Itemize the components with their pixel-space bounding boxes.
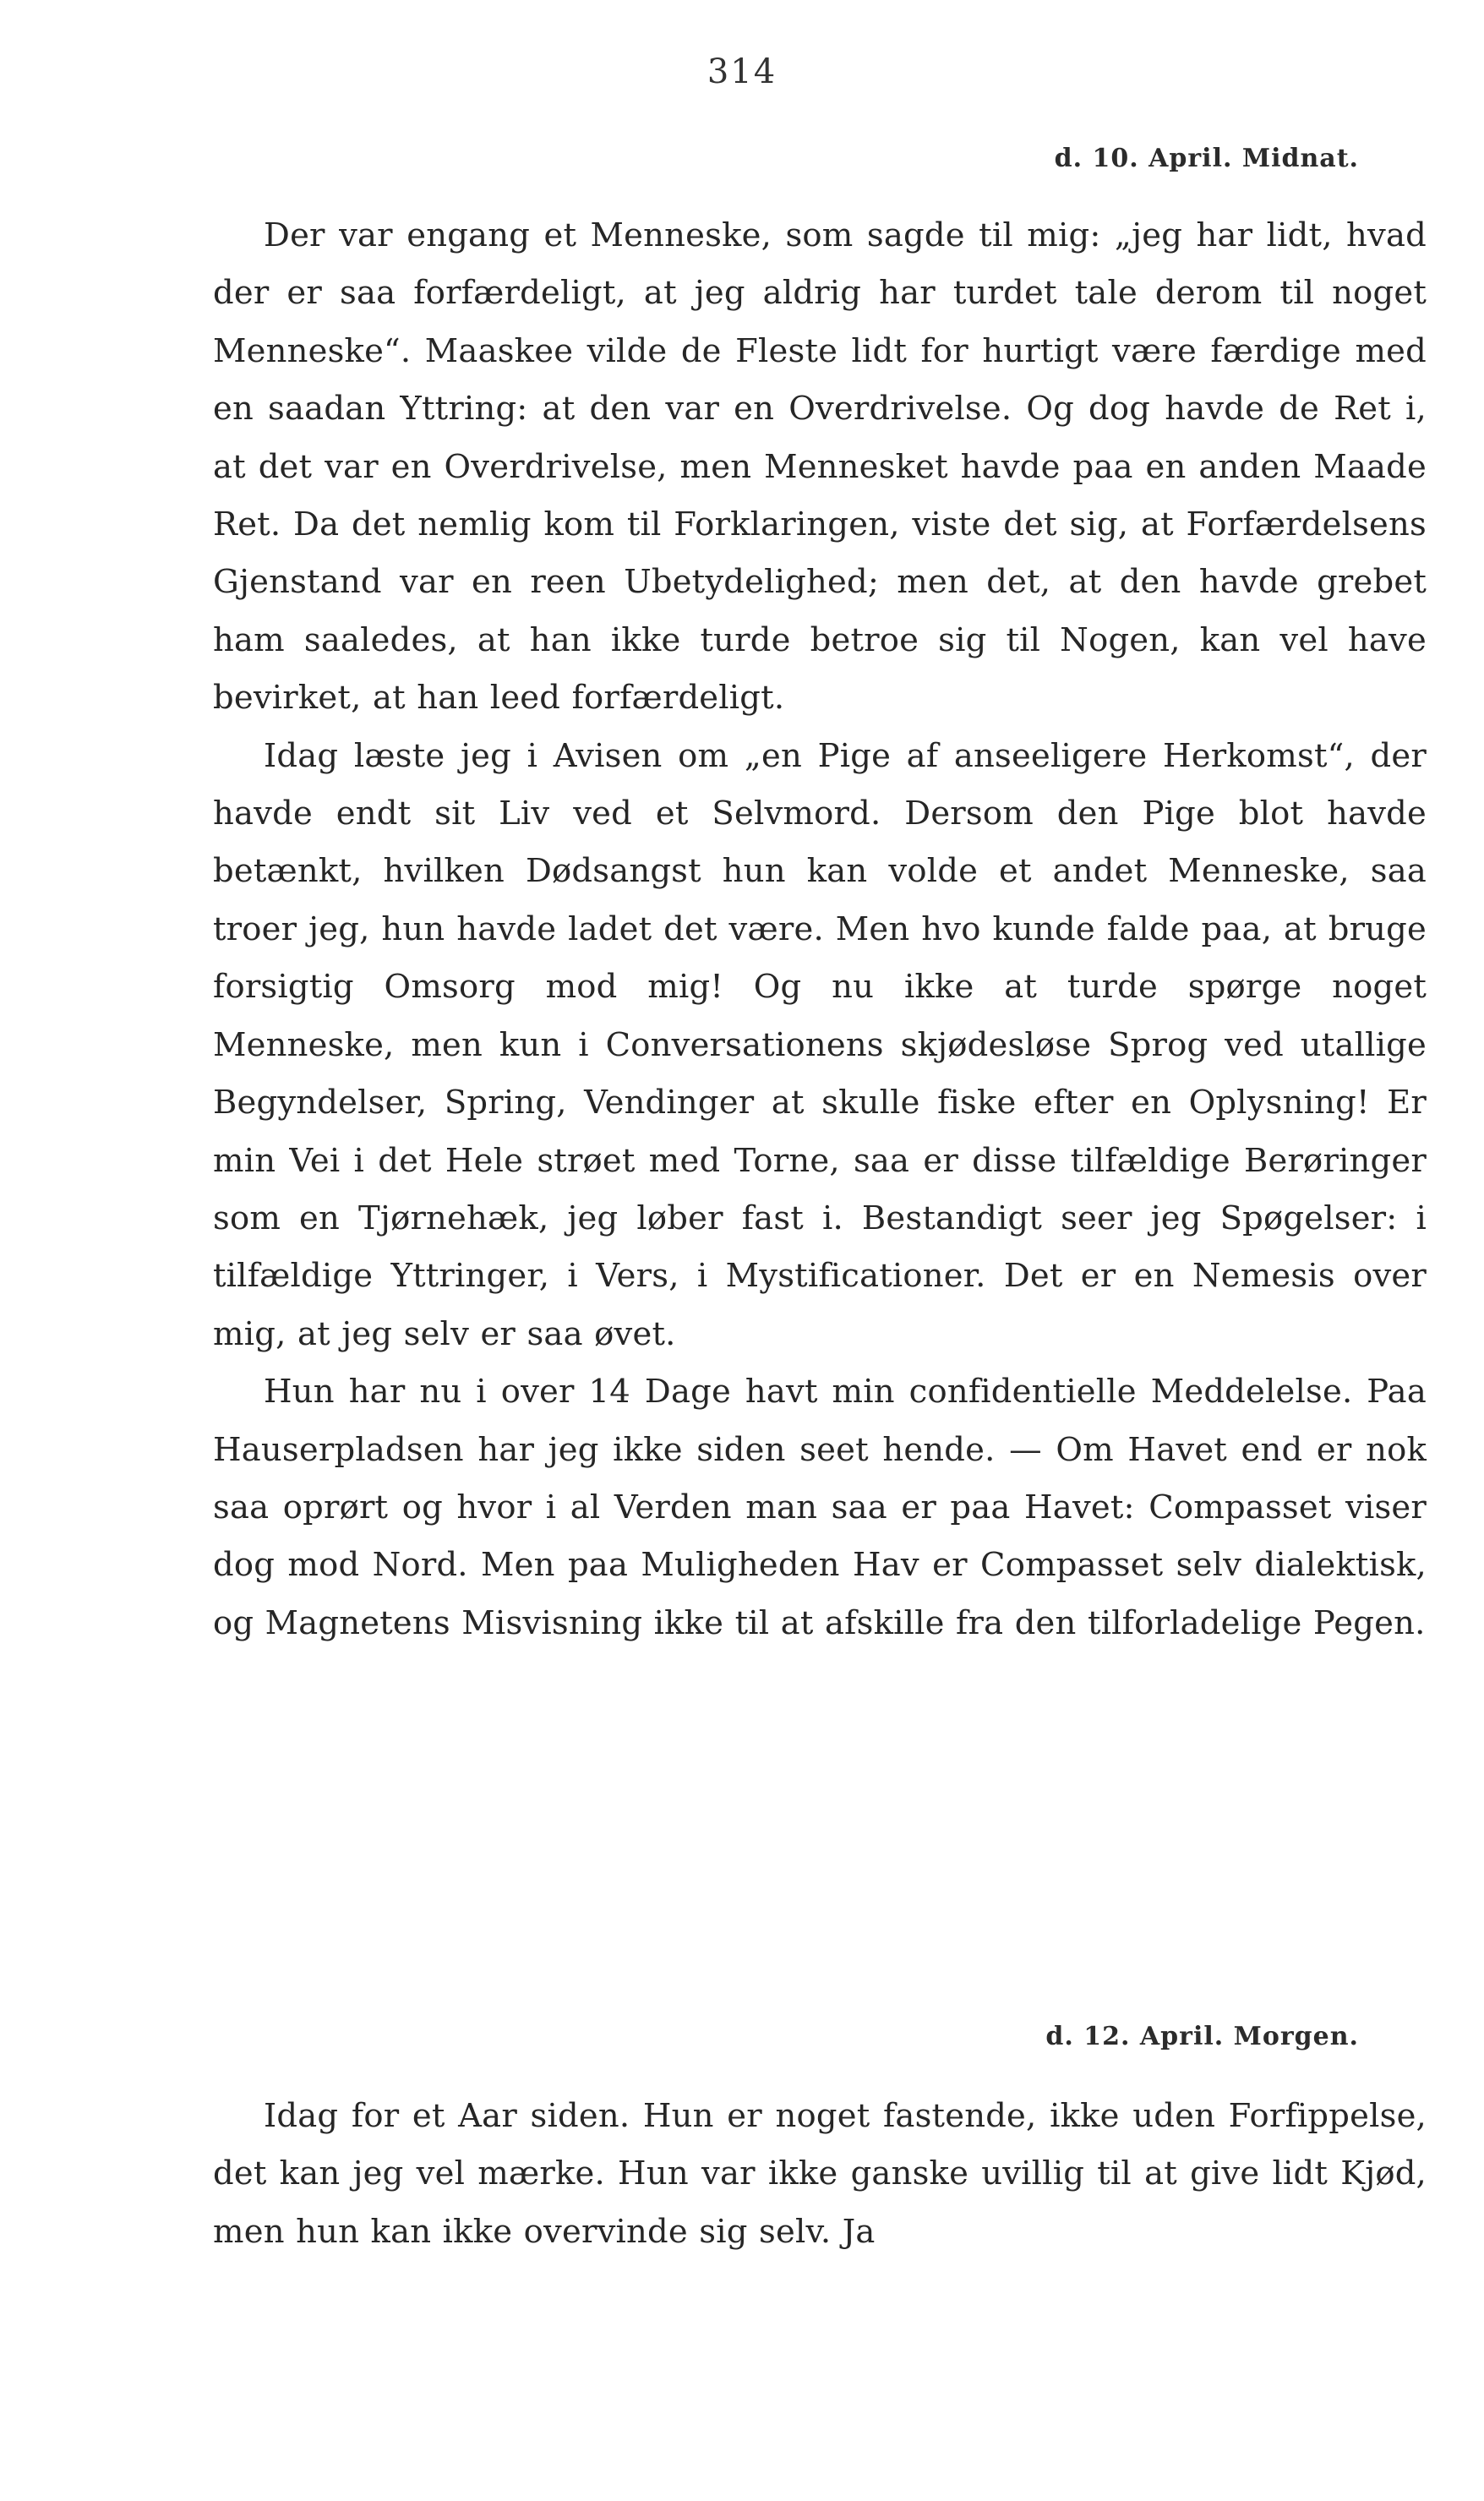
paragraph [213,2088,1427,2261]
paragraph [213,1363,1427,1652]
entry-body [213,2088,1427,2261]
page-number: 314 [707,52,777,91]
paragraph-text: Idag læste jeg i Avisen om „en Pige af anseeligere Herkomst“, der havde endt sit Liv ved et Selvmord. Dersom den Pige blot havde betænkt, hvilken Dødsangst hun kan volde et andet Menneske, saa troer jeg, hun havde ladet det være. Men hvo kunde falde paa, at bruge forsigtig Omsorg mod mig! Og nu ikke at turde spørge noget Menneske, men kun i Conversationens skjødesløse Sprog ved utallige Begyndelser, Spring, Vendinger at skulle fiske efter en Oplysning! Er min Vei i det Hele strøet med Torne, saa er disse tilfældige Berøringer som en Tjørnehæk, jeg løber fast i. Bestandigt seer jeg Spøgelser: i tilfældige Yttringer, i Vers, i Mystificationer. Det er en Nemesis over mig, at jeg selv er saa øvet. [213,736,1427,1353]
entry-body [213,207,1427,1652]
paragraph-text: Idag for et Aar siden. Hun er noget fastende, ikke uden Forfippelse, det kan jeg vel mærke. Hun var ikke ganske uvillig til at give lidt Kjød, men hun kan ikke overvinde sig selv. Ja [213,2097,1427,2251]
paragraph-text: Hun har nu i over 14 Dage havt min confidentielle Meddelelse. Paa Hauserpladsen har jeg ikke siden seet hende. — Om Havet end er nok saa oprørt og hvor i al Verden man saa er paa Havet: Compasset viser dog mod Nord. Men paa Muligheden Hav er Compasset selv dialektisk, og Magnetens Misvisning ikke til at afskille fra den tilforladelige Pegen. [213,1373,1427,1642]
entry-date: d. 10. April. Midnat. [1054,144,1359,173]
paragraph [213,207,1427,728]
paragraph-text: Der var engang et Menneske, som sagde til mig: „jeg har lidt, hvad der er saa forfærdeligt, at jeg aldrig har turdet tale derom til noget Menneske“. Maaskee vilde de Fleste lidt for hurtigt være færdige med en saadan Yttring: at den var en Overdrivelse. Og dog havde de Ret i, at det var en Overdrivelse, men Mennesket havde paa en anden Maade Ret. Da det nemlig kom til Forklaringen, viste det sig, at Forfærdelsens Gjenstand var en reen Ubetydelighed; men det, at den havde grebet ham saaledes, at han ikke turde betroe sig til Nogen, kan vel have bevirket, at han leed forfærdeligt. [213,216,1427,718]
paragraph [213,728,1427,1363]
entry-date: d. 12. April. Morgen. [1045,2022,1359,2051]
